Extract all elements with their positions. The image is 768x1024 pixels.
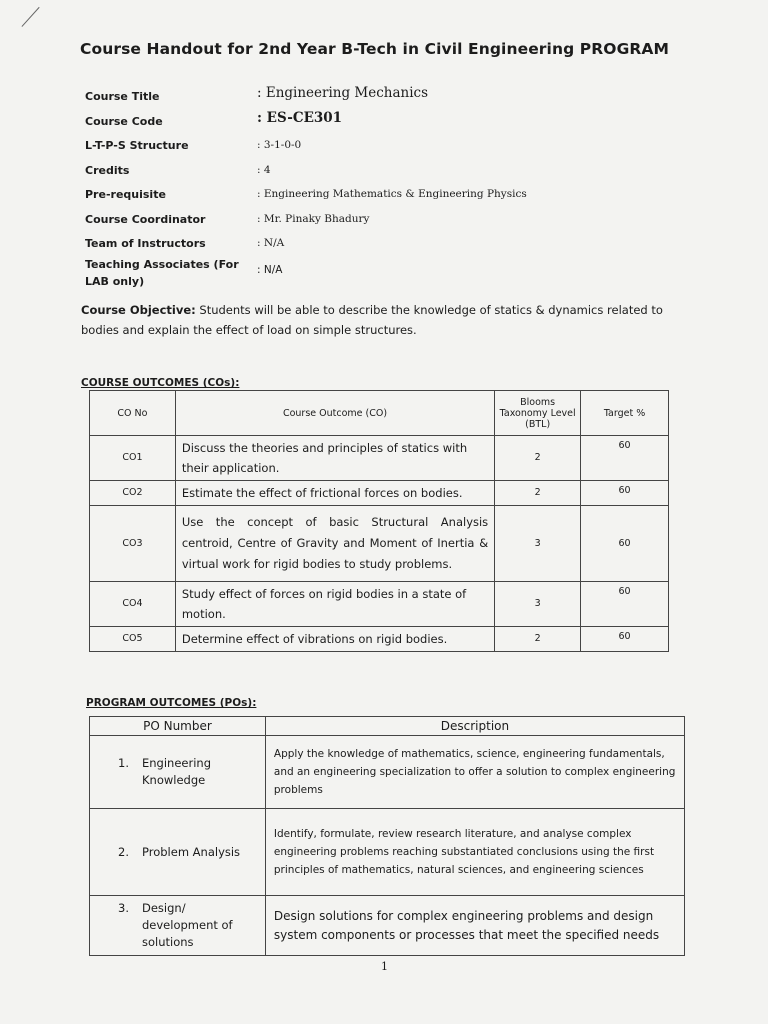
info-row-course-code (85, 109, 705, 134)
info-label: Course Code (85, 114, 163, 128)
info-row-instructors (85, 231, 705, 256)
info-label: L-T-P-S Structure (85, 139, 189, 152)
course-outcomes-table (89, 390, 669, 652)
po-description: Identify, formulate, review research literature, and analyse complex engineering problems reaching substantiated conclusions using the first principles of mathematics, natural sciences, and engineering sciences (265, 809, 684, 896)
co-target: 60 (581, 436, 669, 481)
po-name: Problem Analysis (142, 844, 241, 859)
po-description: Apply the knowledge of mathematics, science, engineering fundamentals, and an engineering specialization to offer a solution to complex engineering problems (265, 736, 684, 809)
info-value: : Engineering Mechanics (257, 85, 429, 101)
table-row (90, 627, 669, 652)
po-index: 1. (118, 756, 129, 770)
info-value: : Mr. Pinaky Bhadury (257, 212, 370, 225)
po-number-cell (90, 896, 266, 956)
info-label: Pre-requisite (85, 188, 166, 201)
info-row-ltps (85, 133, 705, 158)
info-row-credits (85, 158, 705, 183)
po-number-cell (90, 809, 266, 896)
table-row (90, 809, 685, 896)
table-row (90, 896, 685, 956)
co-number: CO3 (90, 506, 176, 582)
co-btl: 3 (495, 506, 581, 582)
co-btl: 2 (495, 436, 581, 481)
info-row-teaching-associates (85, 256, 705, 296)
co-number: CO2 (90, 481, 176, 506)
po-description: Design solutions for complex engineering problems and design system components or processes that meet the specified needs (265, 896, 684, 956)
co-target: 60 (581, 481, 669, 506)
co-target: 60 (581, 627, 669, 652)
co-outcome: Discuss the theories and principles of statics with their application. (175, 436, 494, 481)
header-btl: Blooms Taxonomy Level (BTL) (495, 391, 581, 436)
po-heading: PROGRAM OUTCOMES (POs): (86, 697, 257, 709)
program-outcomes-table (89, 716, 685, 956)
table-row (90, 736, 685, 809)
co-number: CO5 (90, 627, 176, 652)
co-btl: 3 (495, 582, 581, 627)
co-outcome: Determine effect of vibrations on rigid bodies. (175, 627, 494, 652)
info-row-prerequisite (85, 182, 705, 207)
info-label: Course Coordinator (85, 212, 206, 226)
info-value: : N/A (257, 263, 283, 276)
co-btl: 2 (495, 627, 581, 652)
page-title: Course Handout for 2nd Year B-Tech in Civil Engineering PROGRAM (80, 40, 670, 58)
info-label: Teaching Associates (For LAB only) (85, 257, 239, 288)
page-number: 1 (381, 960, 388, 973)
co-target: 60 (581, 582, 669, 627)
info-value: : Engineering Mathematics & Engineering Physics (257, 188, 527, 200)
info-value: : 3-1-0-0 (257, 139, 302, 151)
co-btl: 2 (495, 481, 581, 506)
info-row-course-title (85, 84, 705, 109)
header-outcome: Course Outcome (CO) (175, 391, 494, 436)
objective-text: Students will be able to describe the knowledge of statics & dynamics related to bodies and explain the effect of load on simple structures. (81, 303, 663, 337)
info-label: Course Title (85, 90, 160, 103)
po-number-cell (90, 736, 266, 809)
po-name: Design/ development of solutions (142, 901, 233, 949)
header-target: Target % (581, 391, 669, 436)
table-row (90, 582, 669, 627)
info-value: : 4 (257, 163, 271, 176)
table-row (90, 481, 669, 506)
co-target: 60 (581, 506, 669, 582)
course-info-block (85, 84, 705, 296)
po-index: 3. (118, 901, 129, 915)
table-row (90, 506, 669, 582)
header-description: Description (265, 717, 684, 736)
co-heading: COURSE OUTCOMES (COs): (81, 377, 240, 389)
header-po-number: PO Number (90, 717, 266, 736)
table-row (90, 436, 669, 481)
co-number: CO4 (90, 582, 176, 627)
header-co-no: CO No (90, 391, 176, 436)
co-outcome: Estimate the effect of frictional forces on bodies. (175, 481, 494, 506)
table-header-row (90, 717, 685, 736)
co-outcome: Use the concept of basic Structural Analysis centroid, Centre of Gravity and Moment of Inertia & virtual work for rigid bodies to study problems. (175, 506, 494, 582)
co-outcome: Study effect of forces on rigid bodies in a state of motion. (175, 582, 494, 627)
info-label: Credits (85, 163, 130, 177)
table-header-row (90, 391, 669, 436)
objective-label: Course Objective: (81, 303, 196, 317)
pen-mark (21, 7, 39, 27)
co-number: CO1 (90, 436, 176, 481)
course-objective (81, 300, 663, 340)
info-value: : ES-CE301 (257, 109, 343, 126)
info-row-coordinator (85, 207, 705, 232)
info-value: : N/A (257, 237, 285, 249)
po-name: Engineering Knowledge (142, 756, 211, 787)
po-index: 2. (118, 844, 129, 859)
info-label: Team of Instructors (85, 237, 206, 250)
